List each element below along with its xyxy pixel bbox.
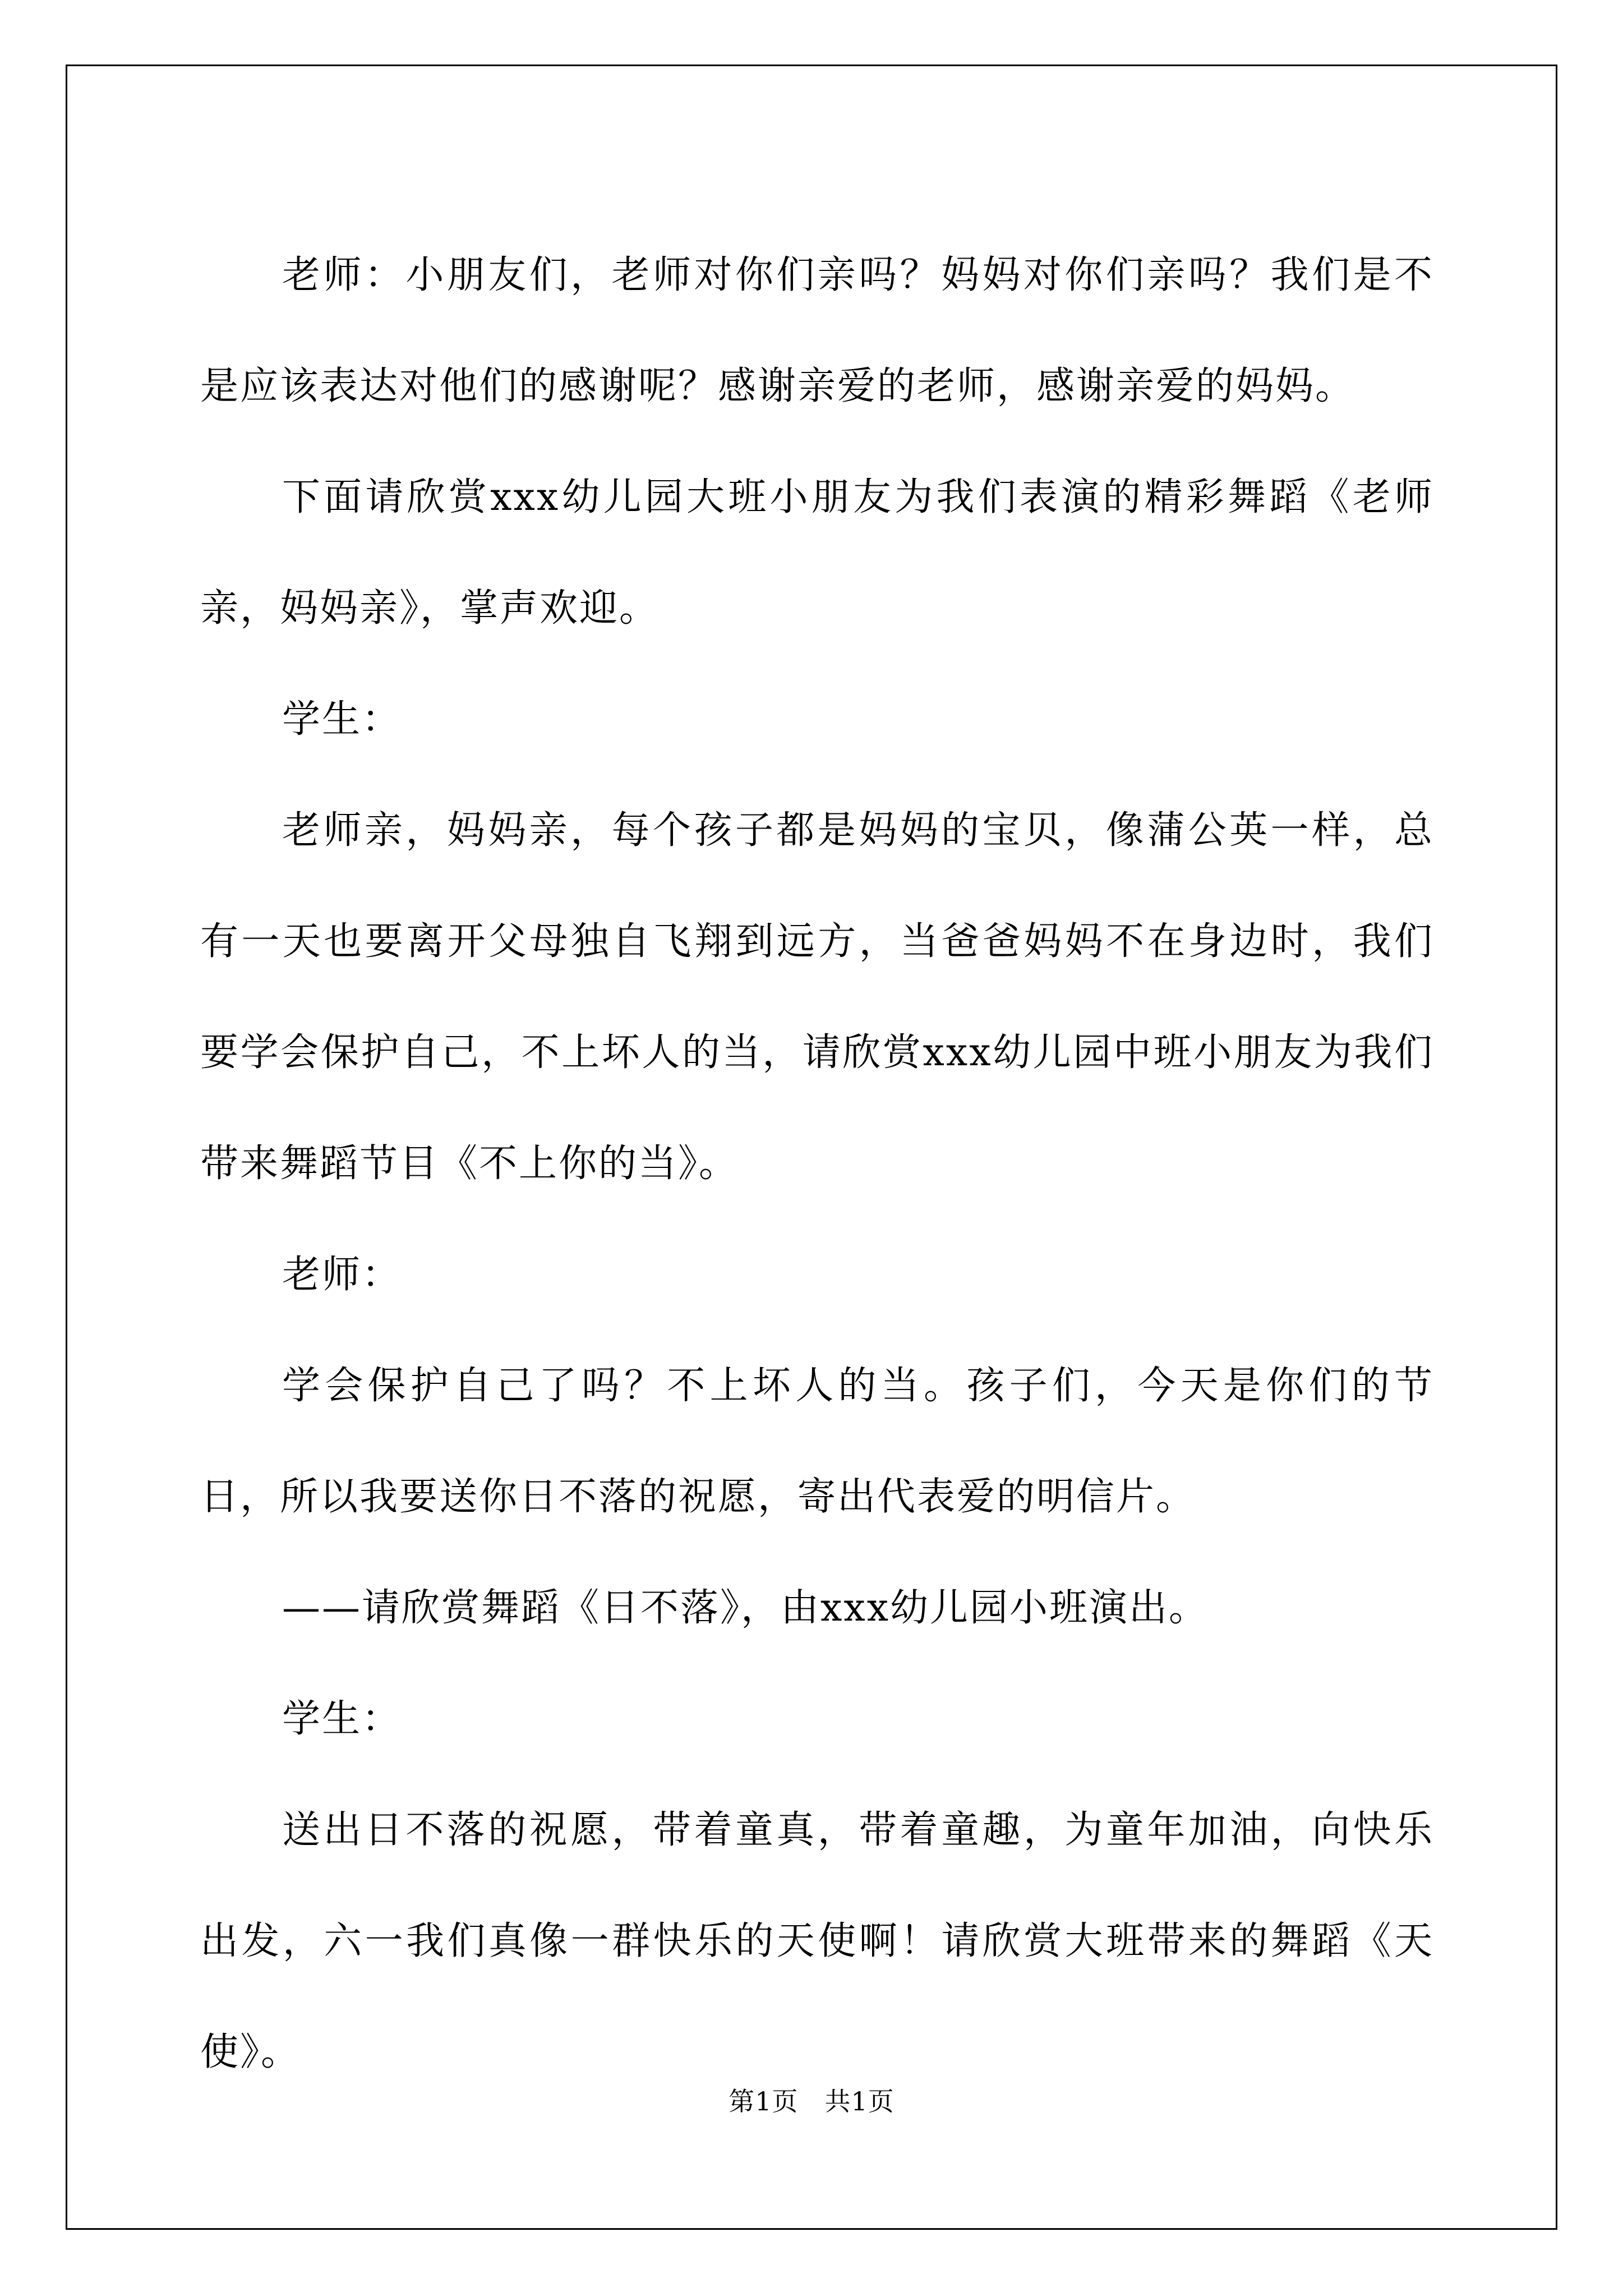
paragraph-dance-1-intro: 下面请欣赏xxx幼儿园大班小朋友为我们表演的精彩舞蹈《老师亲，妈妈亲》，掌声欢迎。 — [200, 475, 1434, 631]
paragraph-student-speech-1: 老师亲，妈妈亲，每个孩子都是妈妈的宝贝，像蒲公英一样，总有一天也要离开父母独自飞翔到远方，当爸爸妈妈不在身边时，我们要学会保护自己，不上坏人的当，请欣赏xxx幼儿园中班小朋友为我们带来舞蹈节目《不上你的当》。 — [200, 808, 1434, 1186]
paragraph-student-label-2: 学生： — [282, 1697, 402, 1741]
paragraph-dance-3-intro: ——请欣赏舞蹈《日不落》，由xxx幼儿园小班演出。 — [282, 1586, 1209, 1630]
paragraph-teacher-label: 老师： — [282, 1253, 402, 1297]
paragraph-teacher-speech: 学会保护自己了吗？不上坏人的当。孩子们，今天是你们的节日，所以我要送你日不落的祝愿，寄出代表爱的明信片。 — [200, 1364, 1434, 1519]
page-footer — [0, 2085, 1623, 2118]
paragraph-student-speech-2: 送出日不落的祝愿，带着童真，带着童趣，为童年加油，向快乐出发，六一我们真像一群快乐的天使啊！请欣赏大班带来的舞蹈《天使》。 — [200, 1808, 1434, 2074]
page-number: 第1页 — [728, 2086, 799, 2116]
paragraph-teacher-intro: 老师：小朋友们，老师对你们亲吗？妈妈对你们亲吗？我们是不是应该表达对他们的感谢呢？感谢亲爱的老师，感谢亲爱的妈妈。 — [200, 253, 1434, 408]
document-body — [200, 220, 1434, 2108]
paragraph-student-label-1: 学生： — [282, 697, 402, 742]
page-total: 共1页 — [824, 2086, 895, 2116]
